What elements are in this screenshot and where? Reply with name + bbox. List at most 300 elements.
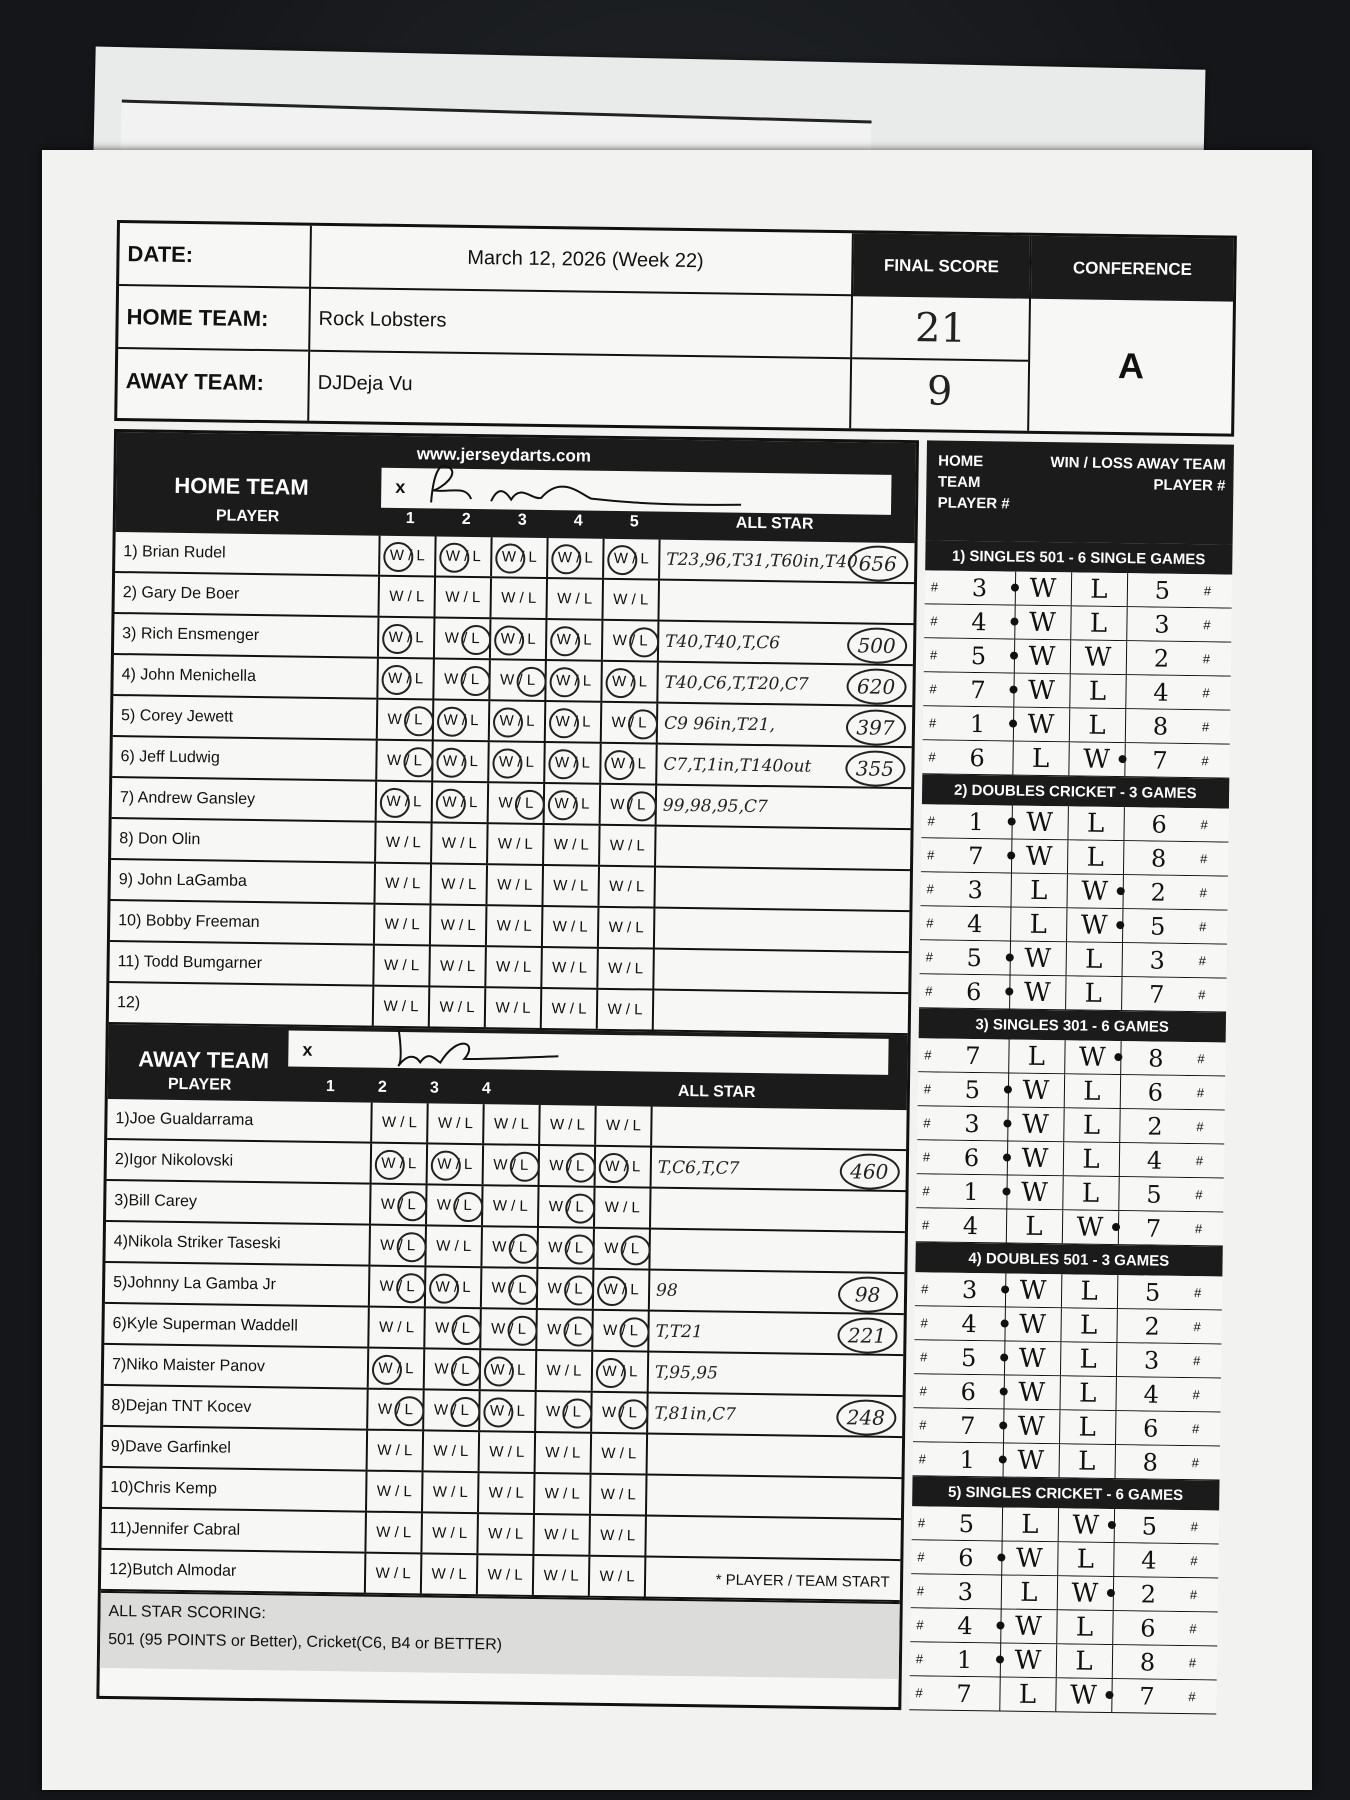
win-loss-cell — [548, 538, 605, 578]
win-loss-text: W / L — [610, 754, 647, 773]
conference-value: A — [1117, 344, 1145, 387]
hash-mark: # — [919, 1383, 927, 1399]
win-loss-text: W / L — [604, 1239, 640, 1258]
win-loss-text: W / L — [602, 1362, 638, 1381]
win-loss-cell — [540, 1105, 597, 1145]
win-loss-cell — [436, 536, 493, 576]
win-loss-cell — [368, 1390, 425, 1430]
win-loss-text: W / L — [548, 1239, 584, 1257]
loss-circle — [460, 666, 490, 696]
win-loss-text: W / L — [384, 915, 420, 934]
home-result: W — [1015, 572, 1071, 606]
win-loss-cell — [428, 1103, 485, 1143]
allstar-entry — [651, 1189, 905, 1232]
win-loss-cell — [370, 1267, 427, 1307]
win-loss-text: W / L — [545, 1444, 581, 1462]
hash-mark: # — [1196, 1119, 1204, 1135]
loss-circle — [566, 1152, 596, 1182]
win-loss-text: W / L — [599, 1567, 635, 1586]
win-loss-text: W / L — [553, 836, 589, 854]
win-circle — [607, 545, 637, 575]
away-player-number: 3 — [1154, 610, 1170, 639]
home-player-number: 1 — [929, 1642, 1000, 1676]
home-player-number: 6 — [933, 1375, 1004, 1409]
away-player-number: 3 — [1149, 945, 1166, 975]
allstar-text: T40,T40,T,C6 — [665, 631, 781, 653]
away-game-head-1: 1 — [325, 1078, 335, 1096]
win-circle — [439, 543, 469, 573]
allstar-total: 248 — [836, 1399, 896, 1436]
player-name: 6)Kyle Superman Waddell — [104, 1304, 370, 1347]
win-circle — [381, 665, 411, 695]
score-sheet — [42, 150, 1312, 1790]
away-result: L — [1060, 1376, 1116, 1410]
win-loss-text: W / L — [553, 877, 589, 895]
hash-mark: # — [917, 1515, 926, 1531]
win-circle — [484, 1356, 514, 1386]
win-loss-text: W / L — [386, 751, 423, 770]
start-dot — [1010, 584, 1018, 592]
away-allstar-head: ALL STAR — [677, 1082, 756, 1101]
win-loss-text: W / L — [491, 1279, 527, 1297]
loss-circle — [461, 625, 491, 655]
away-game-head-2: 2 — [377, 1078, 387, 1096]
allstar-entry — [659, 581, 913, 624]
start-dot — [1000, 1353, 1008, 1361]
home-result: L — [1013, 742, 1069, 776]
win-loss-cell — [424, 1390, 481, 1430]
win-loss-cell — [598, 990, 655, 1030]
win-loss-cell — [536, 1433, 593, 1473]
win-loss-cell — [547, 579, 604, 619]
win-loss-text: W / L — [434, 1360, 470, 1379]
hash-mark: # — [1194, 1221, 1203, 1237]
player-name: 12) — [109, 983, 375, 1026]
win-loss-text: W / L — [601, 1444, 637, 1463]
win-loss-text: W / L — [387, 669, 424, 688]
win-loss-cell — [370, 1226, 427, 1266]
away-player-number: 5 — [1141, 1511, 1158, 1541]
hash-mark: # — [929, 647, 938, 663]
win-circle — [436, 748, 466, 778]
start-dot — [1107, 1521, 1115, 1529]
home-player-number: 3 — [930, 1574, 1001, 1608]
hash-mark: # — [1199, 851, 1208, 867]
home-signature-x: x — [395, 476, 406, 498]
win-loss-text: W / L — [432, 1483, 468, 1502]
home-player-number: 3 — [937, 1107, 1008, 1141]
win-loss-cell — [538, 1228, 595, 1268]
game-row — [911, 1506, 1219, 1544]
allstar-entry — [656, 827, 910, 870]
hash-mark: # — [1197, 1051, 1205, 1067]
win-loss-text: W / L — [544, 1526, 580, 1544]
home-player-number: 4 — [935, 1209, 1006, 1243]
away-result: L — [1061, 1308, 1117, 1342]
win-loss-cell — [483, 1186, 540, 1226]
home-player-number: 7 — [943, 673, 1014, 707]
win-loss-text: W / L — [552, 918, 588, 936]
start-dot — [1002, 1187, 1010, 1195]
away-result: W — [1057, 1576, 1113, 1610]
away-result: L — [1071, 606, 1127, 640]
win-loss-text: W / L — [442, 793, 478, 812]
allstar-text: T,95,95 — [654, 1362, 719, 1384]
win-loss-text: W / L — [493, 1156, 529, 1174]
win-loss-text: W / L — [498, 794, 534, 812]
win-loss-cell — [375, 905, 432, 945]
win-loss-text: W / L — [555, 713, 591, 731]
win-loss-cell — [434, 700, 491, 740]
allstar-entry — [658, 704, 912, 747]
home-player-number: 3 — [944, 571, 1015, 605]
win-loss-cell — [537, 1310, 594, 1350]
win-loss-cell — [428, 1144, 485, 1184]
win-loss-cell — [431, 864, 488, 904]
away-player-number: 4 — [1143, 1379, 1160, 1409]
away-result: L — [1066, 942, 1122, 976]
win-loss-cell — [378, 700, 435, 740]
win-loss-cell — [368, 1431, 425, 1471]
hash-mark: # — [915, 1651, 924, 1667]
away-result: W — [1058, 1508, 1114, 1542]
win-loss-cell — [426, 1226, 483, 1266]
win-loss-text: W / L — [499, 712, 535, 730]
win-loss-text: W / L — [389, 587, 425, 606]
win-loss-text: W / L — [612, 631, 648, 650]
home-result: W — [1010, 942, 1066, 976]
win-loss-cell — [433, 782, 490, 822]
win-circle — [382, 624, 412, 654]
win-circle — [492, 748, 522, 778]
hash-mark: # — [1192, 1421, 1200, 1437]
away-result: L — [1067, 840, 1123, 874]
win-loss-cell — [593, 1352, 650, 1392]
home-result: W — [1011, 840, 1067, 874]
player-name: 11)Jennifer Cabral — [101, 1509, 367, 1552]
loss-circle — [564, 1234, 594, 1264]
win-loss-text: W / L — [607, 1000, 643, 1019]
game-row — [909, 1642, 1217, 1680]
player-name: 7)Niko Maister Panov — [104, 1345, 370, 1388]
hash-mark: # — [1192, 1353, 1201, 1369]
away-player-number: 5 — [1146, 1179, 1162, 1209]
loss-circle — [451, 1315, 481, 1345]
loss-circle — [620, 1235, 650, 1265]
start-dot — [1010, 618, 1018, 626]
win-loss-cell — [595, 1188, 652, 1228]
hash-mark: # — [928, 715, 937, 731]
home-player-number: 6 — [936, 1141, 1007, 1175]
win-loss-text: W / L — [441, 875, 477, 894]
player-name: 3) Rich Ensmenger — [114, 614, 380, 657]
game-row — [910, 1574, 1218, 1612]
win-loss-cell — [372, 1103, 429, 1143]
win-loss-cell — [536, 1392, 593, 1432]
allstar-entry — [646, 1517, 900, 1560]
away-player-number: 6 — [1142, 1413, 1159, 1443]
win-circle — [372, 1355, 402, 1385]
win-loss-text: W / L — [546, 1362, 582, 1380]
game-row — [915, 1208, 1223, 1246]
home-game-head-1: 1 — [405, 510, 415, 528]
win-loss-text: W / L — [387, 710, 423, 729]
win-loss-text: W / L — [378, 1318, 415, 1337]
away-game-head-4: 4 — [481, 1080, 491, 1098]
home-player-list — [109, 532, 914, 1035]
hash-mark: # — [925, 949, 934, 965]
win-circle — [605, 668, 635, 698]
allstar-total: 98 — [837, 1276, 897, 1313]
win-loss-cell — [426, 1267, 483, 1307]
loss-circle — [396, 1232, 426, 1262]
win-loss-text: W / L — [551, 1000, 587, 1018]
win-circle — [596, 1358, 626, 1388]
hash-mark: # — [925, 983, 933, 999]
home-player-number: 1 — [942, 707, 1013, 741]
date-label: DATE: — [119, 223, 310, 289]
allstar-total: 221 — [837, 1317, 897, 1354]
away-team-name: DJDeja Vu — [317, 371, 413, 396]
win-loss-cell — [535, 1474, 592, 1514]
home-result: W — [1005, 1308, 1061, 1342]
win-loss-text: W / L — [548, 1198, 584, 1216]
player-name: 4) John Menichella — [113, 655, 379, 698]
win-loss-cell — [435, 618, 492, 658]
game-row — [919, 940, 1227, 978]
home-result: L — [1011, 908, 1067, 942]
start-dot — [1116, 887, 1124, 895]
home-result: W — [1007, 1176, 1063, 1210]
home-result: L — [1001, 1575, 1057, 1609]
allstar-entry — [654, 991, 908, 1034]
home-player-number: 7 — [938, 1039, 1009, 1073]
win-loss-cell — [377, 741, 434, 781]
start-dot — [1000, 1319, 1008, 1327]
home-result: L — [1006, 1210, 1062, 1244]
win-circle — [483, 1397, 513, 1427]
win-circle — [375, 1150, 405, 1180]
player-name: 9) John LaGamba — [111, 860, 377, 903]
home-player-number: 4 — [944, 605, 1015, 639]
home-player-number: 1 — [932, 1443, 1003, 1477]
game-row — [922, 740, 1230, 778]
away-player-number: 7 — [1152, 746, 1168, 775]
win-loss-text: W / L — [435, 1278, 471, 1297]
win-loss-text: W / L — [437, 1114, 474, 1133]
home-player-number: 4 — [934, 1307, 1005, 1341]
win-loss-cell — [592, 1434, 649, 1474]
loss-circle — [450, 1397, 480, 1427]
hash-mark: # — [921, 1217, 930, 1233]
win-loss-text: W / L — [433, 1442, 469, 1461]
home-team-title: HOME TEAM — [174, 472, 309, 500]
game-section-title: 4) DOUBLES 501 - 3 GAMES — [915, 1242, 1223, 1276]
away-result: L — [1060, 1342, 1116, 1376]
win-loss-cell — [547, 620, 604, 660]
away-player-number: 3 — [1143, 1345, 1160, 1375]
win-loss-text: W / L — [489, 1402, 526, 1420]
hash-mark: # — [923, 1115, 931, 1131]
away-result: W — [1062, 1210, 1118, 1244]
win-loss-cell — [478, 1555, 535, 1595]
away-result: L — [1063, 1176, 1119, 1210]
home-player-number: 5 — [933, 1341, 1004, 1375]
win-loss-text: W / L — [554, 754, 591, 772]
allstar-text: T,T21 — [655, 1321, 703, 1342]
win-loss-text: W / L — [378, 1359, 414, 1378]
start-dot — [1111, 1223, 1119, 1231]
win-circle — [604, 750, 634, 780]
win-loss-text: W / L — [546, 1321, 583, 1339]
win-loss-cell — [371, 1185, 428, 1225]
player-name: 2) Gary De Boer — [115, 573, 381, 616]
win-loss-cell — [431, 905, 488, 945]
game-row — [917, 1072, 1225, 1110]
loss-circle — [629, 627, 659, 657]
win-loss-text: W / L — [496, 917, 532, 935]
win-loss-text: W / L — [501, 548, 537, 566]
player-name: 9)Dave Garfinkel — [103, 1427, 369, 1470]
allstar-total: 620 — [846, 668, 906, 705]
allstar-entry — [649, 1353, 903, 1396]
win-loss-text: W / L — [381, 1113, 418, 1132]
home-player-number-head: HOME TEAM PLAYER # — [937, 452, 1010, 513]
win-circle — [431, 1150, 461, 1180]
win-loss-cell — [602, 703, 659, 743]
home-player-number: 1 — [941, 805, 1012, 839]
allstar-entry — [648, 1394, 902, 1437]
hash-mark: # — [1189, 1621, 1197, 1637]
player-name: 1) Brian Rudel — [115, 532, 381, 575]
start-dot — [1003, 1085, 1011, 1093]
away-player-number: 4 — [1146, 1145, 1163, 1175]
win-circle — [551, 544, 581, 574]
player-name: 2)Igor Nikolovski — [107, 1140, 373, 1183]
win-loss-cell — [423, 1472, 480, 1512]
home-player-number: 3 — [940, 873, 1011, 907]
home-player-number: 5 — [931, 1506, 1002, 1540]
game-row — [920, 872, 1228, 910]
final-score-label: FINAL SCORE — [853, 233, 1030, 298]
win-loss-text: W / L — [377, 1441, 413, 1460]
win-loss-cell — [486, 988, 543, 1028]
away-result: L — [1057, 1610, 1113, 1644]
home-result: W — [1012, 806, 1068, 840]
win-loss-text: W / L — [492, 1197, 528, 1215]
away-player-list — [101, 1099, 906, 1602]
win-loss-text: W / L — [388, 628, 424, 647]
win-loss-cell — [478, 1514, 535, 1554]
away-player-number: 6 — [1147, 1077, 1164, 1107]
win-loss-cell — [546, 661, 603, 701]
win-loss-text: W / L — [385, 833, 421, 852]
away-result: L — [1060, 1410, 1116, 1444]
score-form — [96, 220, 1237, 1714]
allstar-entry — [655, 909, 909, 952]
win-loss-cell — [544, 825, 601, 865]
allstar-text: T,C6,T,C7 — [657, 1157, 740, 1179]
away-player-number: 8 — [1139, 1647, 1156, 1677]
loss-circle — [563, 1316, 593, 1346]
away-signature-x: x — [302, 1039, 313, 1060]
allstar-total: 397 — [845, 709, 905, 746]
win-loss-text: W / L — [431, 1565, 467, 1584]
allstar-text: C9 96in,T21, — [663, 713, 776, 735]
away-team-bar — [108, 1024, 907, 1110]
win-loss-cell — [482, 1268, 539, 1308]
loss-circle — [404, 706, 434, 736]
game-row — [916, 1140, 1224, 1178]
hash-mark: # — [924, 1047, 932, 1063]
loss-circle — [562, 1398, 592, 1428]
home-player-number: 7 — [933, 1409, 1004, 1443]
away-result: L — [1069, 708, 1125, 742]
games-panel — [909, 440, 1234, 1714]
away-result: W — [1067, 908, 1123, 942]
game-sections — [909, 540, 1233, 1714]
home-result: W — [1001, 1609, 1057, 1643]
win-loss-cell — [375, 864, 432, 904]
hash-mark: # — [1188, 1689, 1196, 1705]
hash-mark: # — [1191, 1455, 1199, 1471]
website: www.jerseydarts.com — [416, 444, 592, 466]
win-loss-text: W / L — [610, 795, 646, 814]
game-row — [918, 1038, 1226, 1076]
win-loss-cell — [490, 701, 547, 741]
game-section-title: 3) SINGLES 301 - 6 GAMES — [918, 1008, 1226, 1042]
home-player-number: 4 — [930, 1608, 1001, 1642]
win-loss-cell — [435, 577, 492, 617]
win-loss-text: W / L — [440, 916, 476, 935]
away-team-title: AWAY TEAM — [138, 1046, 270, 1074]
allstar-entry — [660, 540, 914, 583]
start-dot — [1009, 652, 1017, 660]
allstar-entry — [655, 868, 909, 911]
win-loss-text: W / L — [490, 1361, 526, 1379]
allstar-text: T40,C6,T,T20,C7 — [664, 672, 809, 695]
win-loss-cell — [480, 1391, 537, 1431]
game-row — [917, 1106, 1225, 1144]
win-loss-text: W / L — [556, 631, 592, 649]
win-loss-cell — [422, 1554, 479, 1594]
home-player-number: 5 — [937, 1073, 1008, 1107]
hash-mark: # — [1200, 817, 1208, 833]
player-name: 12)Butch Almodar — [101, 1550, 367, 1593]
match-header — [114, 220, 1237, 437]
win-loss-text: W / L — [492, 1238, 528, 1256]
game-row — [920, 906, 1228, 944]
allstar-text: 99,98,95,C7 — [662, 795, 768, 817]
hash-mark: # — [917, 1549, 925, 1565]
loss-circle — [397, 1191, 427, 1221]
away-player-number: 6 — [1140, 1613, 1156, 1643]
win-loss-cell — [425, 1349, 482, 1389]
win-loss-text: W / L — [437, 1155, 473, 1174]
win-loss-cell — [542, 948, 599, 988]
win-loss-cell — [596, 1147, 653, 1187]
hash-mark: # — [1192, 1387, 1200, 1403]
away-result: W — [1070, 640, 1126, 674]
away-player-number: 6 — [1151, 810, 1168, 839]
hash-mark: # — [1188, 1655, 1197, 1671]
home-result: W — [1010, 976, 1066, 1010]
loss-circle — [510, 1152, 540, 1182]
win-loss-text: W / L — [543, 1567, 579, 1585]
start-dot — [999, 1421, 1007, 1429]
win-loss-cell — [590, 1557, 647, 1597]
loss-circle — [628, 709, 658, 739]
